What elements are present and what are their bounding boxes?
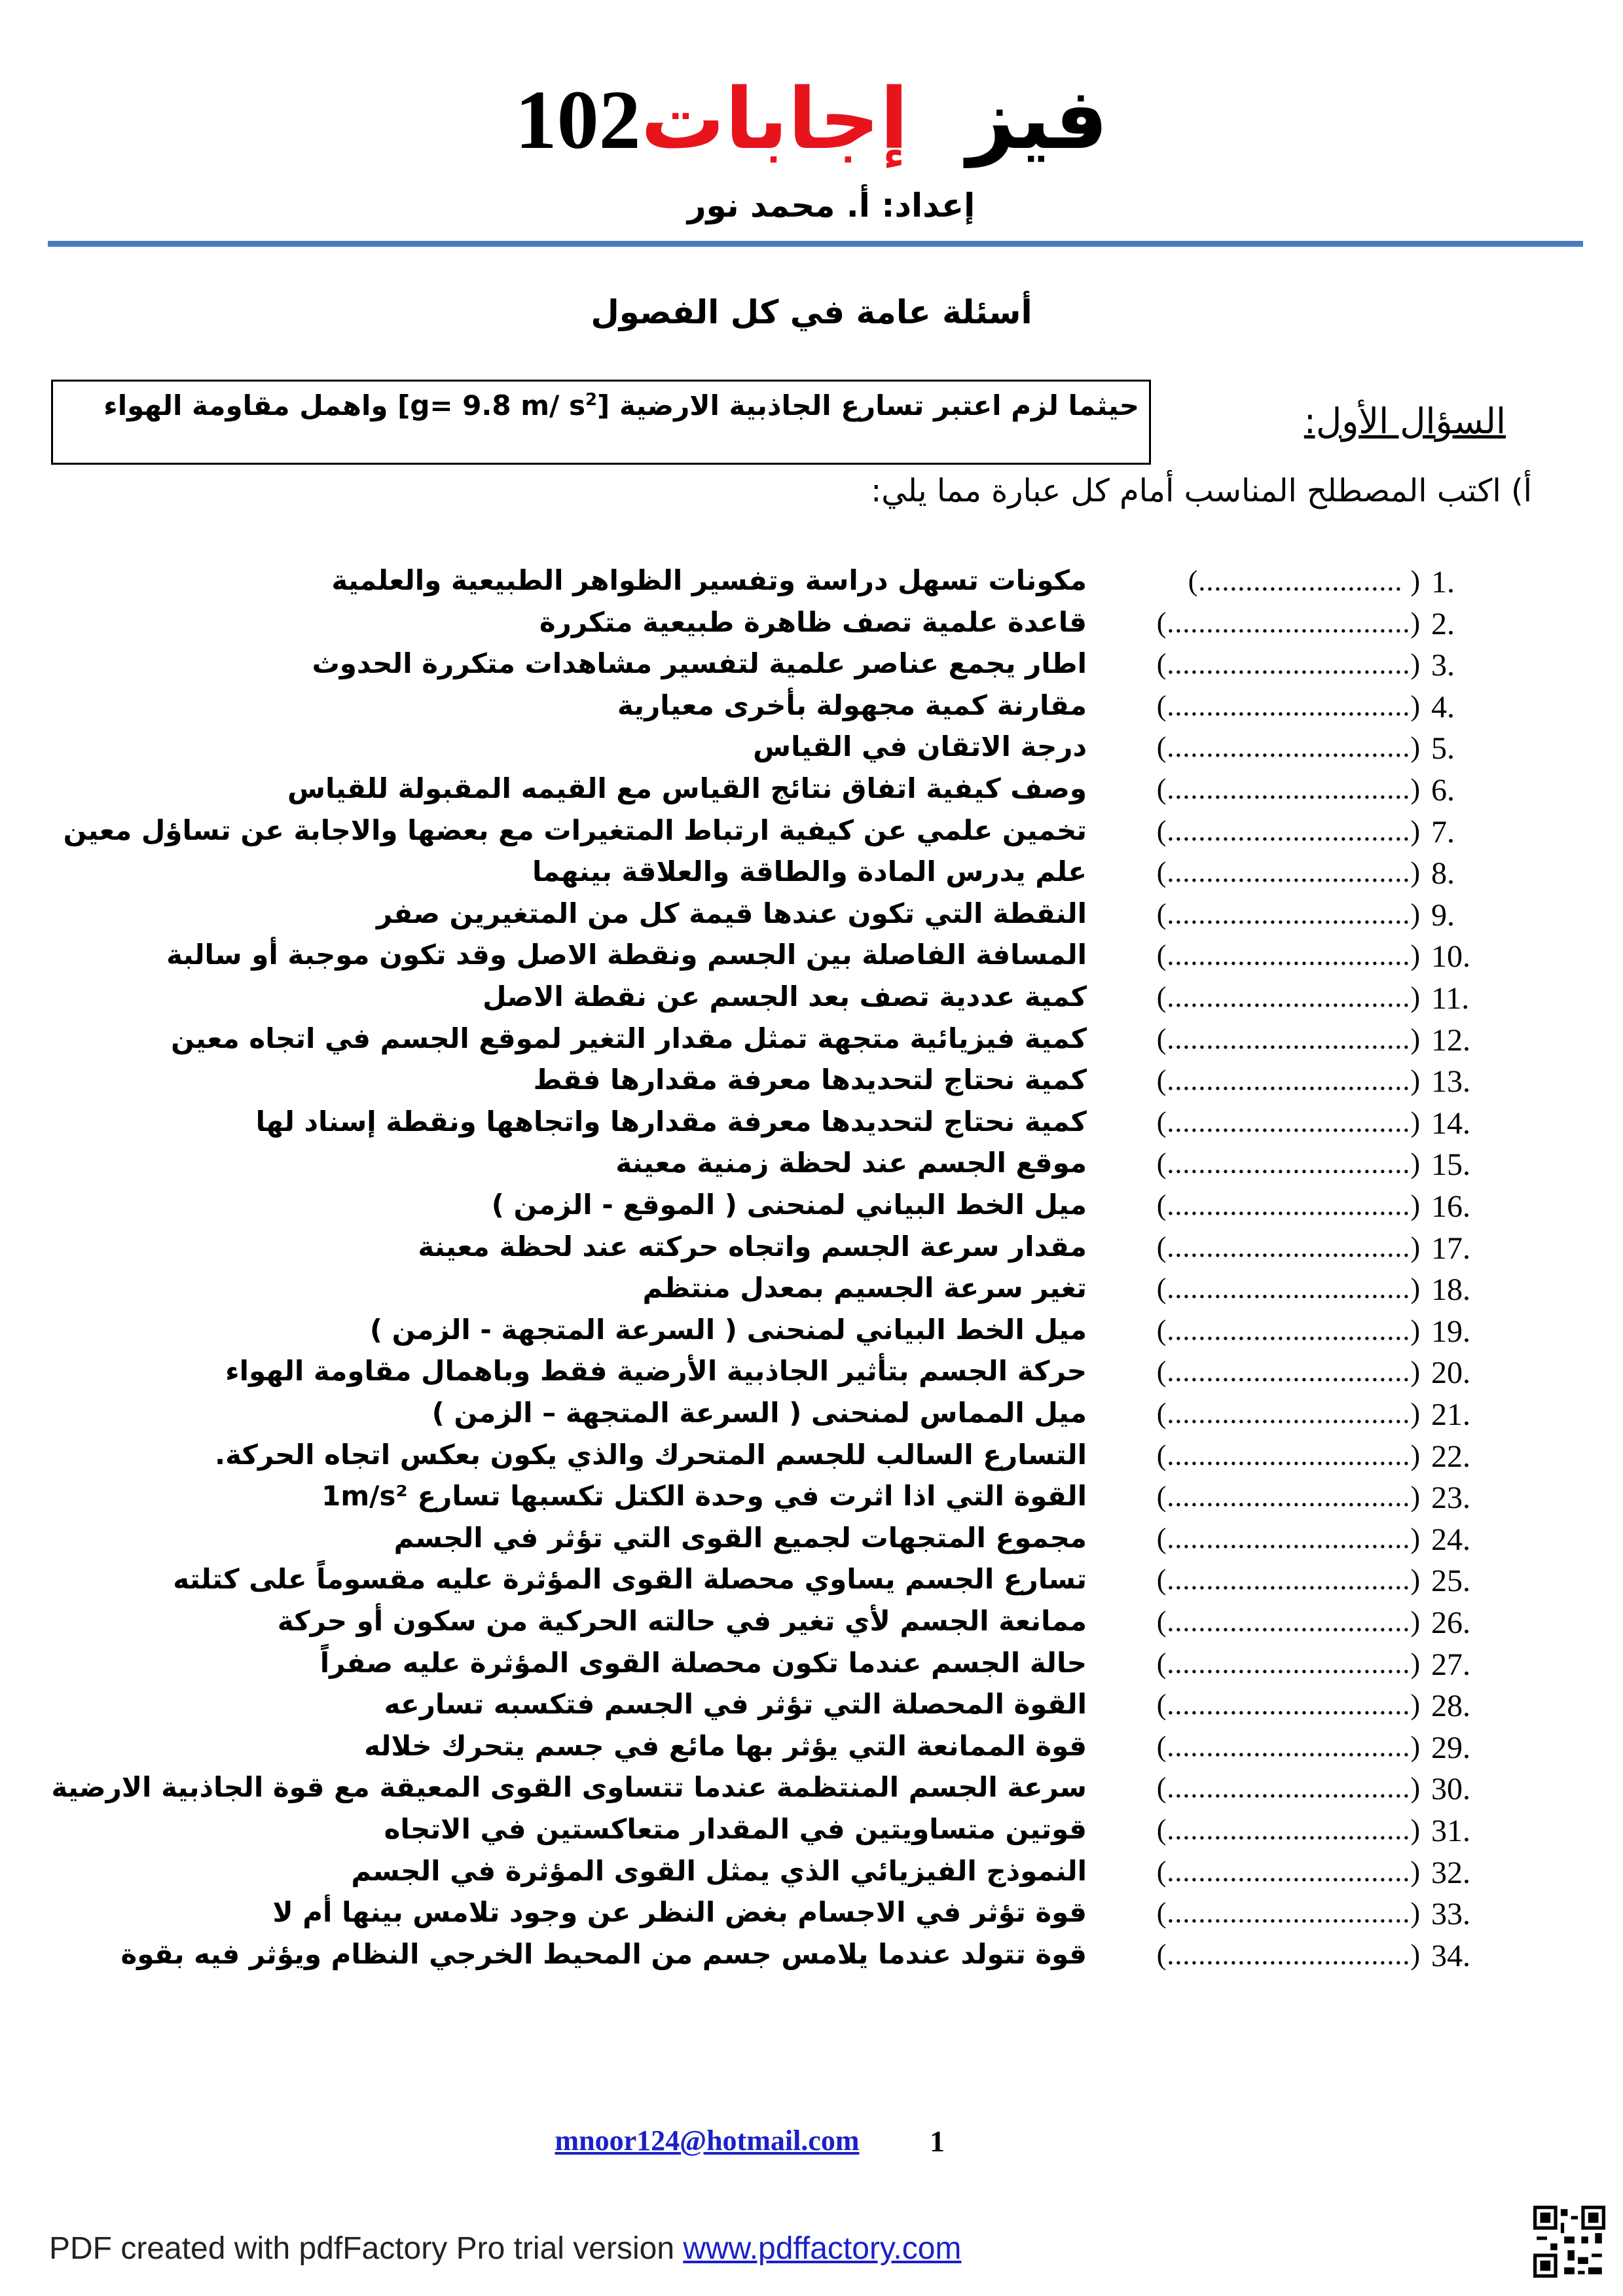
list-item — [0, 1771, 1623, 1813]
item-number: 20. — [1431, 1355, 1470, 1391]
list-item — [0, 689, 1623, 731]
pdf-notice — [49, 2231, 961, 2267]
list-item — [0, 1230, 1623, 1272]
header-divider — [48, 241, 1583, 247]
answer-blank[interactable]: (...............................) — [1156, 1564, 1421, 1596]
pdf-notice-text: PDF created with pdfFactory Pro trial version — [49, 2231, 684, 2266]
item-text: قوة تؤثر في الاجسام بغض النظر عن وجود تلامس بينها أم لا — [272, 1896, 1087, 1929]
answer-blank[interactable]: (...............................) — [1156, 897, 1421, 930]
answer-blank[interactable]: (...............................) — [1156, 1522, 1421, 1554]
item-text: تغير سرعة الجسيم بمعدل منتظم — [642, 1272, 1087, 1304]
item-number: 7. — [1431, 814, 1455, 850]
list-item — [0, 1605, 1623, 1647]
item-text: النموذج الفيزيائي الذي يمثل القوى المؤثرة في الجسم — [351, 1854, 1087, 1887]
list-item — [0, 1355, 1623, 1397]
answer-blank[interactable]: (...............................) — [1156, 1689, 1421, 1721]
answer-blank[interactable]: (...............................) — [1156, 731, 1421, 764]
item-text: كمية عددية تصف بعد الجسم عن نقطة الاصل — [483, 980, 1087, 1013]
item-number: 21. — [1431, 1397, 1470, 1432]
list-item — [0, 1688, 1623, 1730]
item-number: 24. — [1431, 1522, 1470, 1557]
item-number: 3. — [1431, 648, 1455, 683]
item-text: مقارنة كمية مجهولة بأخرى معيارية — [617, 689, 1087, 721]
list-item — [0, 1647, 1623, 1689]
list-item — [0, 980, 1623, 1022]
answer-blank[interactable]: (...............................) — [1156, 1605, 1421, 1638]
answer-blank[interactable]: (...............................) — [1156, 1147, 1421, 1180]
answer-blank[interactable]: (...............................) — [1156, 1189, 1421, 1221]
answer-blank[interactable]: (...............................) — [1156, 981, 1421, 1013]
item-number: 5. — [1431, 731, 1455, 766]
item-text: موقع الجسم عند لحظة زمنية معينة — [615, 1147, 1087, 1179]
item-text: ميل المماس لمنحنى ( السرعة المتجهة – الزمن ) — [431, 1397, 1087, 1429]
item-text: المسافة الفاصلة بين الجسم ونقطة الاصل وقد تكون موجبة أو سالبة — [166, 939, 1087, 971]
answer-blank[interactable]: (.......................... ) — [1188, 565, 1421, 597]
item-text: ميل الخط البياني لمنحنى ( السرعة المتجهة - الزمن ) — [369, 1313, 1087, 1346]
answer-blank[interactable]: (...............................) — [1156, 1105, 1421, 1138]
answer-blank[interactable]: (...............................) — [1156, 773, 1421, 805]
answer-blank[interactable]: (...............................) — [1156, 1272, 1421, 1305]
item-text: تسارع الجسم يساوي محصلة القوى المؤثرة عليه مقسوماً على كتلته — [173, 1563, 1087, 1596]
list-item — [0, 939, 1623, 980]
answer-blank[interactable]: (...............................) — [1156, 814, 1421, 847]
item-number: 11. — [1431, 981, 1470, 1016]
list-item — [0, 1563, 1623, 1605]
item-number: 14. — [1431, 1105, 1470, 1141]
list-item — [0, 897, 1623, 939]
note-formula — [410, 389, 597, 422]
item-text: مجموع المتجهات لجميع القوى التي تؤثر في الجسم — [393, 1521, 1087, 1554]
answer-blank[interactable]: (...............................) — [1156, 1230, 1421, 1263]
section-title: أسئلة عامة في كل الفصول — [591, 293, 1032, 331]
item-number: 13. — [1431, 1064, 1470, 1100]
item-number: 27. — [1431, 1647, 1470, 1682]
answer-blank[interactable]: (...............................) — [1156, 1439, 1421, 1471]
list-item — [0, 564, 1623, 606]
title-subject: فيز — [966, 71, 1108, 168]
list-item — [0, 1522, 1623, 1564]
item-number: 25. — [1431, 1564, 1470, 1599]
item-number: 28. — [1431, 1689, 1470, 1724]
answer-blank[interactable]: (...............................) — [1156, 1772, 1421, 1804]
list-item — [0, 1813, 1623, 1855]
note-formula-base: g= 9.8 m/ s — [410, 389, 585, 422]
answer-blank[interactable]: (...............................) — [1156, 1480, 1421, 1513]
item-number: 26. — [1431, 1605, 1470, 1640]
item-number: 30. — [1431, 1772, 1470, 1807]
item-text: حركة الجسم بتأثير الجاذبية الأرضية فقط وباهمال مقاومة الهواء — [225, 1355, 1087, 1388]
list-item — [0, 1730, 1623, 1772]
item-text: ممانعة الجسم لأي تغير في حالته الحركية من سكون أو حركة — [277, 1605, 1087, 1637]
list-item — [0, 1189, 1623, 1230]
list-item — [0, 1480, 1623, 1522]
qr-code-icon — [1533, 2206, 1605, 2278]
note-formula-exponent: 2 — [585, 390, 598, 410]
prepared-by: إعداد: أ. محمد نور — [687, 187, 976, 224]
item-number: 34. — [1431, 1938, 1470, 1973]
item-text: قاعدة علمية تصف ظاهرة طبيعية متكررة — [539, 605, 1087, 638]
title-answers: إجابات — [640, 71, 909, 168]
item-text: كمية فيزيائية متجهة تمثل مقدار التغير لموقع الجسم في اتجاه معين — [171, 1022, 1087, 1054]
item-text: تخمين علمي عن كيفية ارتباط المتغيرات مع بعضها والاجابة عن تساؤل معين — [63, 814, 1087, 846]
pdffactory-link[interactable]: www.pdffactory.com — [683, 2231, 962, 2266]
item-number: 16. — [1431, 1189, 1470, 1224]
item-number: 31. — [1431, 1814, 1470, 1848]
list-item — [0, 1855, 1623, 1897]
item-text: ميل الخط البياني لمنحنى ( الموقع - الزمن ) — [491, 1189, 1087, 1221]
answer-blank[interactable]: (...............................) — [1156, 1397, 1421, 1429]
answer-blank[interactable]: (...............................) — [1156, 1855, 1421, 1888]
list-item — [0, 1064, 1623, 1105]
item-number: 17. — [1431, 1230, 1470, 1266]
answer-blank[interactable]: (...............................) — [1156, 1355, 1421, 1388]
list-item — [0, 647, 1623, 689]
item-text: كمية نحتاج لتحديدها معرفة مقدارها فقط — [533, 1064, 1087, 1096]
answer-blank[interactable]: (...............................) — [1156, 939, 1421, 972]
answer-blank[interactable]: (...............................) — [1156, 1897, 1421, 1929]
list-item — [0, 1439, 1623, 1480]
list-item — [0, 1105, 1623, 1147]
author-email[interactable]: mnoor124@hotmail.com — [555, 2125, 860, 2157]
item-number: 10. — [1431, 939, 1470, 975]
item-number: 1. — [1431, 565, 1455, 600]
item-text: كمية نحتاج لتحديدها معرفة مقدارها واتجاهها ونقطة إسناد لها — [255, 1105, 1087, 1138]
list-item — [0, 1147, 1623, 1189]
answer-blank[interactable]: (...............................) — [1156, 856, 1421, 889]
item-text: التسارع السالب للجسم المتحرك والذي يكون بعكس اتجاه الحركة. — [215, 1438, 1087, 1471]
item-text: درجة الاتقان في القياس — [753, 730, 1087, 763]
item-number: 22. — [1431, 1439, 1470, 1474]
item-text: قوتين متساويتين في المقدار متعاكستين في الاتجاه — [384, 1813, 1087, 1845]
page-number: 1 — [930, 2125, 945, 2158]
answer-blank[interactable]: (...............................) — [1156, 1730, 1421, 1763]
answer-blank[interactable]: (...............................) — [1156, 648, 1421, 681]
answer-blank[interactable]: (...............................) — [1156, 1938, 1421, 1971]
instruction: أ) اكتب المصطلح المناسب أمام كل عبارة مما يلي: — [871, 473, 1532, 509]
item-number: 6. — [1431, 773, 1455, 808]
answer-blank[interactable]: (...............................) — [1156, 689, 1421, 722]
answer-blank[interactable]: (...............................) — [1156, 1314, 1421, 1346]
item-number: 33. — [1431, 1897, 1470, 1932]
list-item — [0, 1938, 1623, 1980]
item-number: 9. — [1431, 897, 1455, 933]
item-number: 8. — [1431, 856, 1455, 891]
item-text: علم يدرس المادة والطاقة والعلاقة بينهما — [532, 855, 1087, 888]
note-text — [65, 389, 1139, 422]
list-item — [0, 1272, 1623, 1314]
item-number: 15. — [1431, 1147, 1470, 1183]
item-text: مقدار سرعة الجسم واتجاه حركته عند لحظة معينة — [418, 1230, 1087, 1263]
note-before: حيثما لزم اعتبر تسارع الجاذبية الارضية [ — [597, 389, 1139, 422]
answer-blank[interactable]: (...............................) — [1156, 1814, 1421, 1846]
note-after: ] واهمل مقاومة الهواء — [103, 389, 410, 422]
item-text: النقطة التي تكون عندها قيمة كل من المتغيرين صفر — [376, 897, 1087, 929]
page-title — [0, 71, 1623, 169]
item-number: 4. — [1431, 689, 1455, 725]
list-item — [0, 1397, 1623, 1439]
item-number: 23. — [1431, 1480, 1470, 1516]
item-text: القوة المحصلة التي تؤثر في الجسم فتكسبه تسارعه — [384, 1688, 1087, 1721]
item-number: 32. — [1431, 1855, 1470, 1890]
answer-blank[interactable]: (...............................) — [1156, 1647, 1421, 1679]
item-text: قوة الممانعة التي يؤثر بها مائع في جسم يتحرك خلاله — [364, 1729, 1087, 1762]
item-text: اطار يجمع عناصر علمية لتفسير مشاهدات متكررة الحدوث — [312, 647, 1087, 680]
item-text: وصف كيفية اتفاق نتائج القياس مع القيمه المقبولة للقياس — [287, 772, 1087, 804]
item-number: 29. — [1431, 1730, 1470, 1765]
item-number: 19. — [1431, 1314, 1470, 1349]
item-text: مكونات تسهل دراسة وتفسير الظواهر الطبيعية والعلمية — [331, 564, 1087, 596]
item-text: سرعة الجسم المنتظمة عندما تتساوى القوى المعيقة مع قوة الجاذبية الارضية — [51, 1771, 1087, 1804]
answer-blank[interactable]: (...............................) — [1156, 1022, 1421, 1055]
item-number: 2. — [1431, 606, 1455, 641]
list-item — [0, 1022, 1623, 1064]
list-item — [0, 606, 1623, 648]
answer-blank[interactable]: (...............................) — [1156, 1064, 1421, 1097]
item-number: 12. — [1431, 1022, 1470, 1058]
list-item — [0, 814, 1623, 856]
item-text: القوة التي اذا اثرت في وحدة الكتل تكسبها تسارع 1m/s² — [321, 1480, 1087, 1513]
title-number: 102 — [515, 73, 641, 166]
answer-blank[interactable]: (...............................) — [1156, 606, 1421, 639]
item-text: قوة تتولد عندما يلامس جسم من المحيط الخرجي النظام ويؤثر فيه بقوة — [120, 1937, 1087, 1970]
item-number: 18. — [1431, 1272, 1470, 1308]
item-text: حالة الجسم عندما تكون محصلة القوى المؤثرة عليه صفراً — [319, 1646, 1087, 1679]
list-item — [0, 855, 1623, 897]
question-heading: السؤال الأول: — [1304, 401, 1506, 442]
list-item — [0, 730, 1623, 772]
list-item — [0, 1896, 1623, 1938]
list-item — [0, 1314, 1623, 1355]
list-item — [0, 772, 1623, 814]
